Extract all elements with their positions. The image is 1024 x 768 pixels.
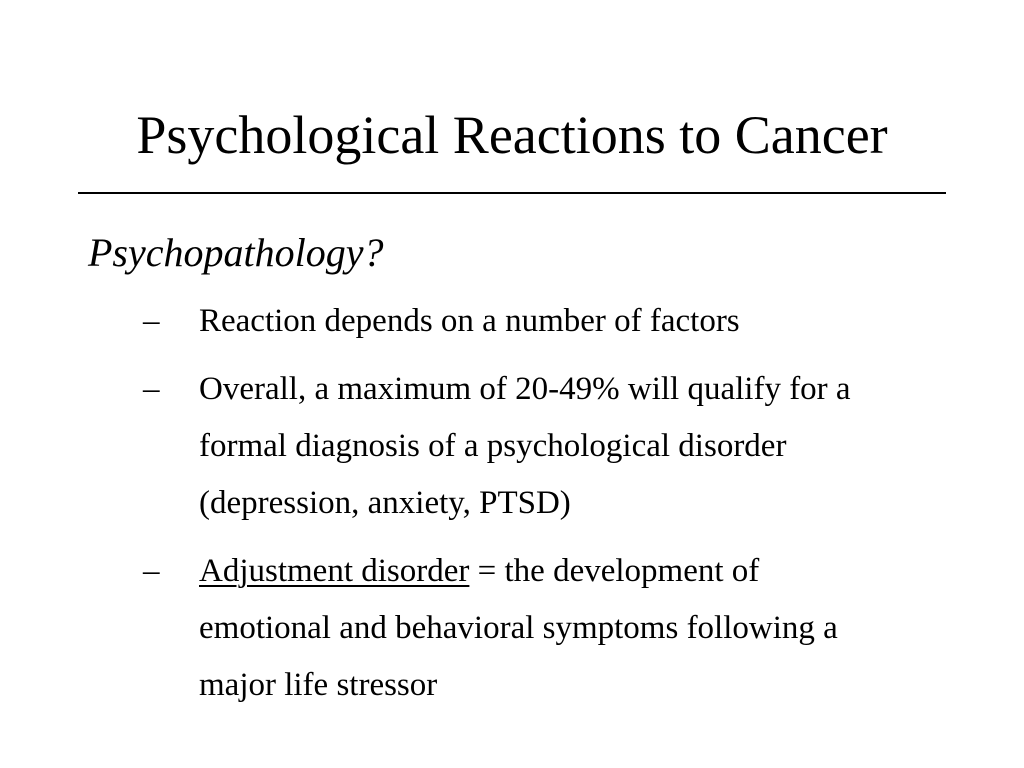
bullet-item	[0, 293, 999, 350]
definition-start: = the development of	[469, 553, 760, 589]
slide-title: Psychological Reactions to Cancer	[136, 105, 888, 165]
bullet-line: emotional and behavioral symptoms following a	[199, 610, 838, 646]
bullet-list	[0, 293, 999, 725]
dash-bullet-icon: –	[143, 553, 160, 589]
bullet-line: formal diagnosis of a psychological disorder	[199, 428, 787, 464]
defined-term: Adjustment disorder	[199, 553, 470, 589]
bullet-item	[0, 543, 999, 714]
bullet-text	[199, 361, 999, 532]
title-divider	[78, 192, 946, 194]
bullet-text	[199, 543, 999, 714]
dash-bullet-icon: –	[143, 371, 160, 407]
bullet-line: Reaction depends on a number of factors	[199, 303, 740, 339]
section-heading: Psychopathology?	[88, 230, 384, 275]
bullet-line	[199, 543, 999, 600]
bullet-line: (depression, anxiety, PTSD)	[199, 485, 571, 521]
bullet-text	[199, 293, 999, 350]
bullet-line: Overall, a maximum of 20-49% will qualify for a	[199, 371, 851, 407]
bullet-item	[0, 361, 999, 532]
bullet-line: major life stressor	[199, 667, 438, 703]
dash-bullet-icon: –	[143, 303, 160, 339]
